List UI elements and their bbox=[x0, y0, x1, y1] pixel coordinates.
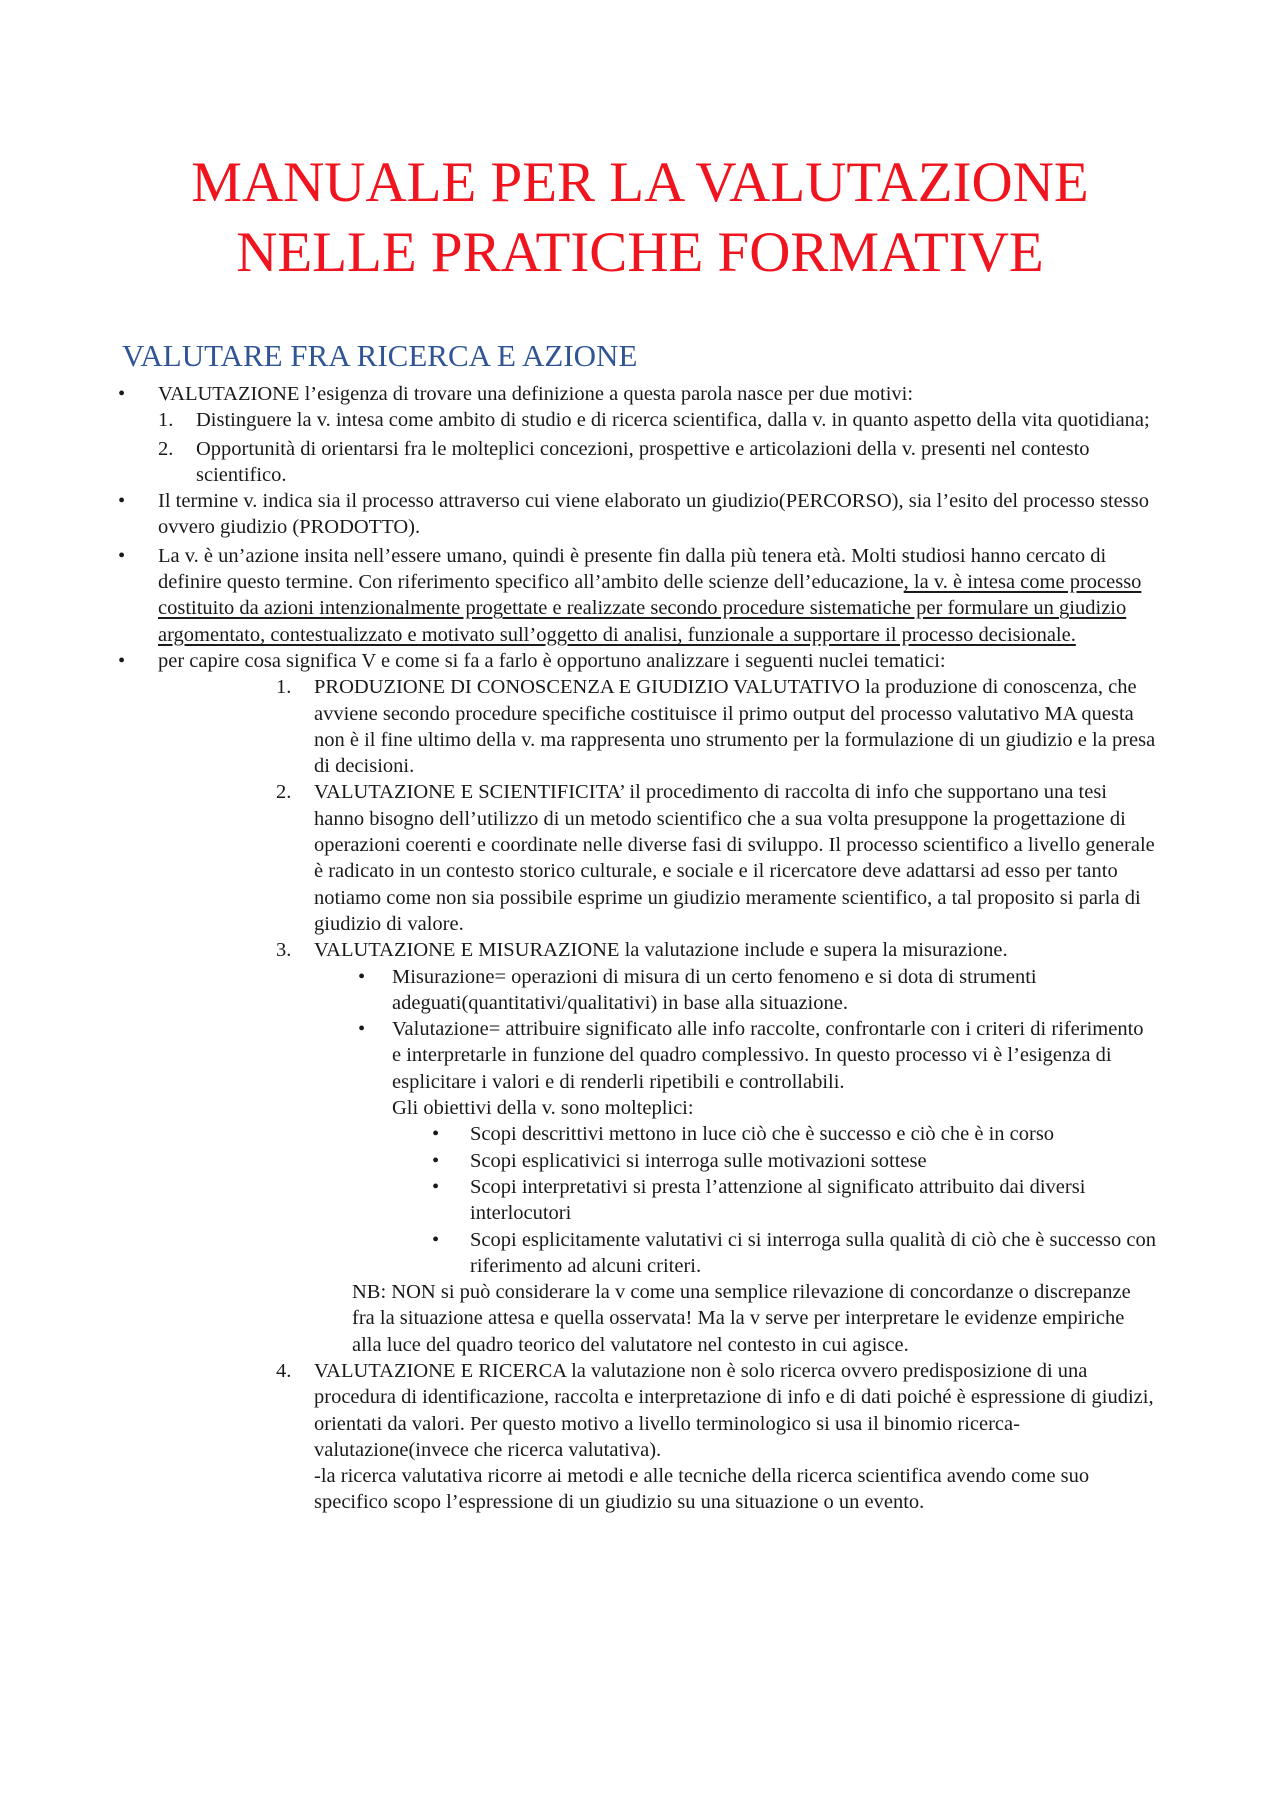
numbered-item bbox=[0, 407, 1160, 433]
bullet-text: VALUTAZIONE l’esigenza di trovare una definizione a questa parola nasce per due motivi: bbox=[158, 383, 914, 405]
objective-item bbox=[0, 1148, 1156, 1174]
objective-text: Scopi interpretativi si presta l’attenzione al significato attribuito dai diversi interlocutori bbox=[470, 1175, 1086, 1225]
objective-item bbox=[0, 1174, 1156, 1227]
numbered-item bbox=[0, 674, 1156, 779]
numbered-item bbox=[0, 1358, 1156, 1516]
document-title bbox=[100, 148, 1180, 288]
definition-intro: La v. è un’azione insita nell’essere umano, quindi è presente fin dalla più tenera età. Molti studiosi hanno cercato di definire questo termine. Con riferimento specifico all’ambito delle scienze dell’educazione bbox=[158, 544, 1107, 594]
underlined-definition: , la v. è intesa come processo costituito da azioni intenzionalmente progettate e realizzate secondo procedure sistematiche per formulare un giudizio argomentato, contestualizzato e motivato sull’oggetto di analisi, funzionale a supportare il processo decisionale. bbox=[158, 571, 1142, 646]
objective-text: Scopi esplicativici si interroga sulle motivazioni sottese bbox=[470, 1149, 927, 1172]
objective-item bbox=[0, 1121, 1156, 1147]
bullet-item bbox=[0, 648, 1160, 674]
item-text: Distinguere la v. intesa come ambito di studio e di ricerca scientifica, dalla v. in quanto aspetto della vita quotidiana; bbox=[196, 409, 1150, 432]
sub-bullet-item bbox=[0, 1016, 1156, 1121]
bullet-marker: • bbox=[118, 544, 126, 567]
bullet-marker: • bbox=[432, 1228, 440, 1251]
item-number: 2. bbox=[158, 437, 174, 460]
sub-bullet-text: Misurazione= operazioni di misura di un certo fenomeno e si dota di strumenti adeguati(quantitativi/qualitativi) in base alla situazione. bbox=[392, 965, 1037, 1014]
item-number: 1. bbox=[276, 676, 292, 699]
bullet-text: Il termine v. indica sia il processo attraverso cui viene elaborato un giudizio(PERCORSO), sia l’esito del processo stesso ovvero giudizio (PRODOTTO). bbox=[158, 490, 1149, 539]
numbered-item bbox=[0, 436, 1160, 489]
bullet-item bbox=[0, 488, 1160, 541]
bullet-text: per capire cosa significa V e come si fa a farlo è opportuno analizzare i seguenti nuclei tematici: bbox=[158, 649, 946, 672]
item-number: 2. bbox=[276, 781, 292, 804]
numbered-item bbox=[0, 779, 1156, 937]
title-line-1: MANUALE PER LA VALUTAZIONE bbox=[191, 151, 1089, 214]
numbered-item bbox=[0, 937, 1156, 963]
section-body bbox=[0, 381, 1280, 1516]
objectives-intro: Gli obiettivi della v. sono molteplici: bbox=[392, 1097, 694, 1120]
objective-item bbox=[0, 1227, 1156, 1280]
item-text: VALUTAZIONE E SCIENTIFICITA’ il procedimento di raccolta di info che supportano una tesi hanno bisogno dell’utilizzo di un metodo scientifico che a sua volta presuppone la progettazione di operazioni coerenti e coordinate nelle diverse fasi di sviluppo. Il processo scientifico a livello generale è radicato in un contesto storico culturale, e sociale e il ricercatore deve adattarsi ad esso per tanto notiamo come non sia possibile esprime un giudizio meramente scientifico, a tal proposito si parla di giudizio di valore. bbox=[314, 781, 1155, 935]
bullet-marker: • bbox=[432, 1149, 440, 1172]
objective-text: Scopi esplicitamente valutativi ci si interroga sulla qualità di ciò che è successo con riferimento ad alcuni criteri. bbox=[470, 1228, 1156, 1277]
item-number: 4. bbox=[276, 1359, 292, 1382]
nb-note: NB: NON si può considerare la v come una semplice rilevazione di concordanze o discrepanze fra la situazione attesa e quella osservata! Ma la v serve per interpretare le evidenze empiriche alla luce del quadro teorico del valutatore nel contesto in cui agisce. bbox=[352, 1281, 1131, 1356]
sub-bullet-text: Valutazione= attribuire significato alle info raccolte, confrontarle con i criteri di riferimento e interpretarle in funzione del quadro complessivo. In questo processo vi è l’esigenza di esplicitare i valori e di renderli ripetibili e controllabili. bbox=[392, 1018, 1144, 1093]
item-extra-text: -la ricerca valutativa ricorre ai metodi e alle tecniche della ricerca scientifica avendo come suo specifico scopo l’espressione di un giudizio su una situazione o un evento. bbox=[314, 1465, 1090, 1514]
bullet-marker: • bbox=[118, 649, 126, 672]
bullet-marker: • bbox=[118, 383, 126, 405]
bullet-item bbox=[0, 381, 1160, 407]
item-text: VALUTAZIONE E MISURAZIONE la valutazione include e supera la misurazione. bbox=[314, 939, 1008, 962]
bullet-marker: • bbox=[358, 965, 366, 988]
item-number: 1. bbox=[158, 409, 174, 432]
objective-text: Scopi descrittivi mettono in luce ciò che è successo e ciò che è in corso bbox=[470, 1123, 1055, 1146]
bullet-marker: • bbox=[118, 490, 126, 513]
item-text: VALUTAZIONE E RICERCA la valutazione non è solo ricerca ovvero predisposizione di una procedura di identificazione, raccolta e interpretazione di info e di dati poiché è espressione di giudizi, orientati da valori. Per questo motivo a livello terminologico si usa il binomio ricerca-valutazione(invece che ricerca valutativa). bbox=[314, 1359, 1154, 1461]
section-heading: VALUTARE FRA RICERCA E AZIONE bbox=[122, 338, 638, 373]
bullet-item bbox=[0, 543, 1160, 648]
item-text: PRODUZIONE DI CONOSCENZA E GIUDIZIO VALUTATIVO la produzione di conoscenza, che avviene secondo procedure specifiche costituisce il primo output del processo valutativo MA questa non è il fine ultimo della v. ma rappresenta uno strumento per la formulazione di un giudizio e la presa di decisioni. bbox=[314, 676, 1156, 778]
bullet-marker: • bbox=[432, 1123, 440, 1146]
sub-bullet-item bbox=[0, 964, 1156, 1017]
item-text: Opportunità di orientarsi fra le molteplici concezioni, prospettive e articolazioni della v. presenti nel contesto scientifico. bbox=[196, 437, 1090, 486]
item-number: 3. bbox=[276, 939, 292, 962]
bullet-marker: • bbox=[432, 1175, 440, 1198]
bullet-marker: • bbox=[358, 1018, 366, 1041]
title-line-2: NELLE PRATICHE FORMATIVE bbox=[236, 221, 1044, 284]
bullet-text bbox=[158, 543, 1160, 648]
